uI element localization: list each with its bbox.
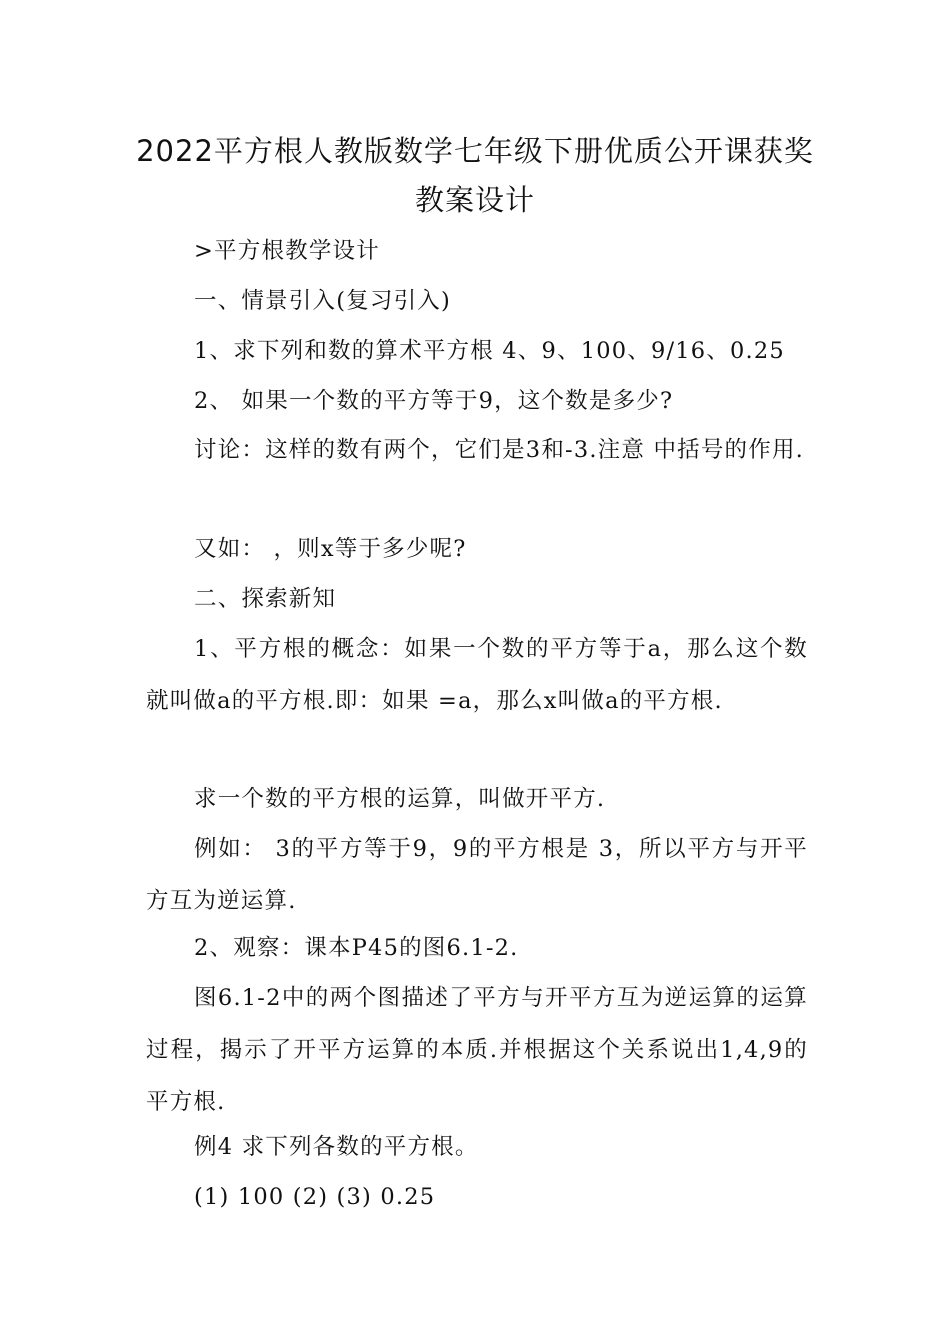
paragraph-question-1: 1、求下列和数的算术平方根 4、9、100、9/16、0.25 (194, 338, 785, 364)
paragraph-part-two-heading: 二、探索新知 (194, 586, 337, 612)
paragraph-observe: 2、观察：课本P45的图6.1-2. (194, 935, 519, 961)
paragraph-example-4-items: (1) 100 (2) (3) 0.25 (194, 1184, 436, 1210)
paragraph-another-example: 又如： ，则x等于多少呢? (194, 536, 467, 562)
paragraph-section-heading: >平方根教学设计 (194, 238, 380, 264)
paragraph-question-2: 2、 如果一个数的平方等于9，这个数是多少? (194, 388, 674, 414)
paragraph-discussion: 讨论：这样的数有两个，它们是3和-3.注意 中括号的作用. (194, 437, 804, 463)
document-title-line-2: 教案设计 (414, 183, 535, 217)
paragraph-example-4: 例4 求下列各数的平方根。 (194, 1134, 479, 1160)
paragraph-figure-explanation: 图6.1-2中的两个图描述了平方与开平方互为逆运算的运算过程，揭示了开平方运算的本质.并根据这个关系说出1,4,9的平方根. (146, 985, 808, 1115)
paragraph-extraction-definition: 求一个数的平方根的运算，叫做开平方. (194, 786, 606, 812)
paragraph-inverse-example: 例如： 3的平方等于9，9的平方根是 3，所以平方与开平方互为逆运算. (146, 836, 808, 914)
document-title-line-1: 2022平方根人教版数学七年级下册优质公开课获奖 (136, 134, 814, 168)
paragraph-part-one-heading: 一、情景引入(复习引入) (194, 288, 451, 314)
paragraph-square-root-concept: 1、平方根的概念：如果一个数的平方等于a，那么这个数就叫做a的平方根.即：如果 =a，那么x叫做a的平方根. (146, 636, 808, 714)
